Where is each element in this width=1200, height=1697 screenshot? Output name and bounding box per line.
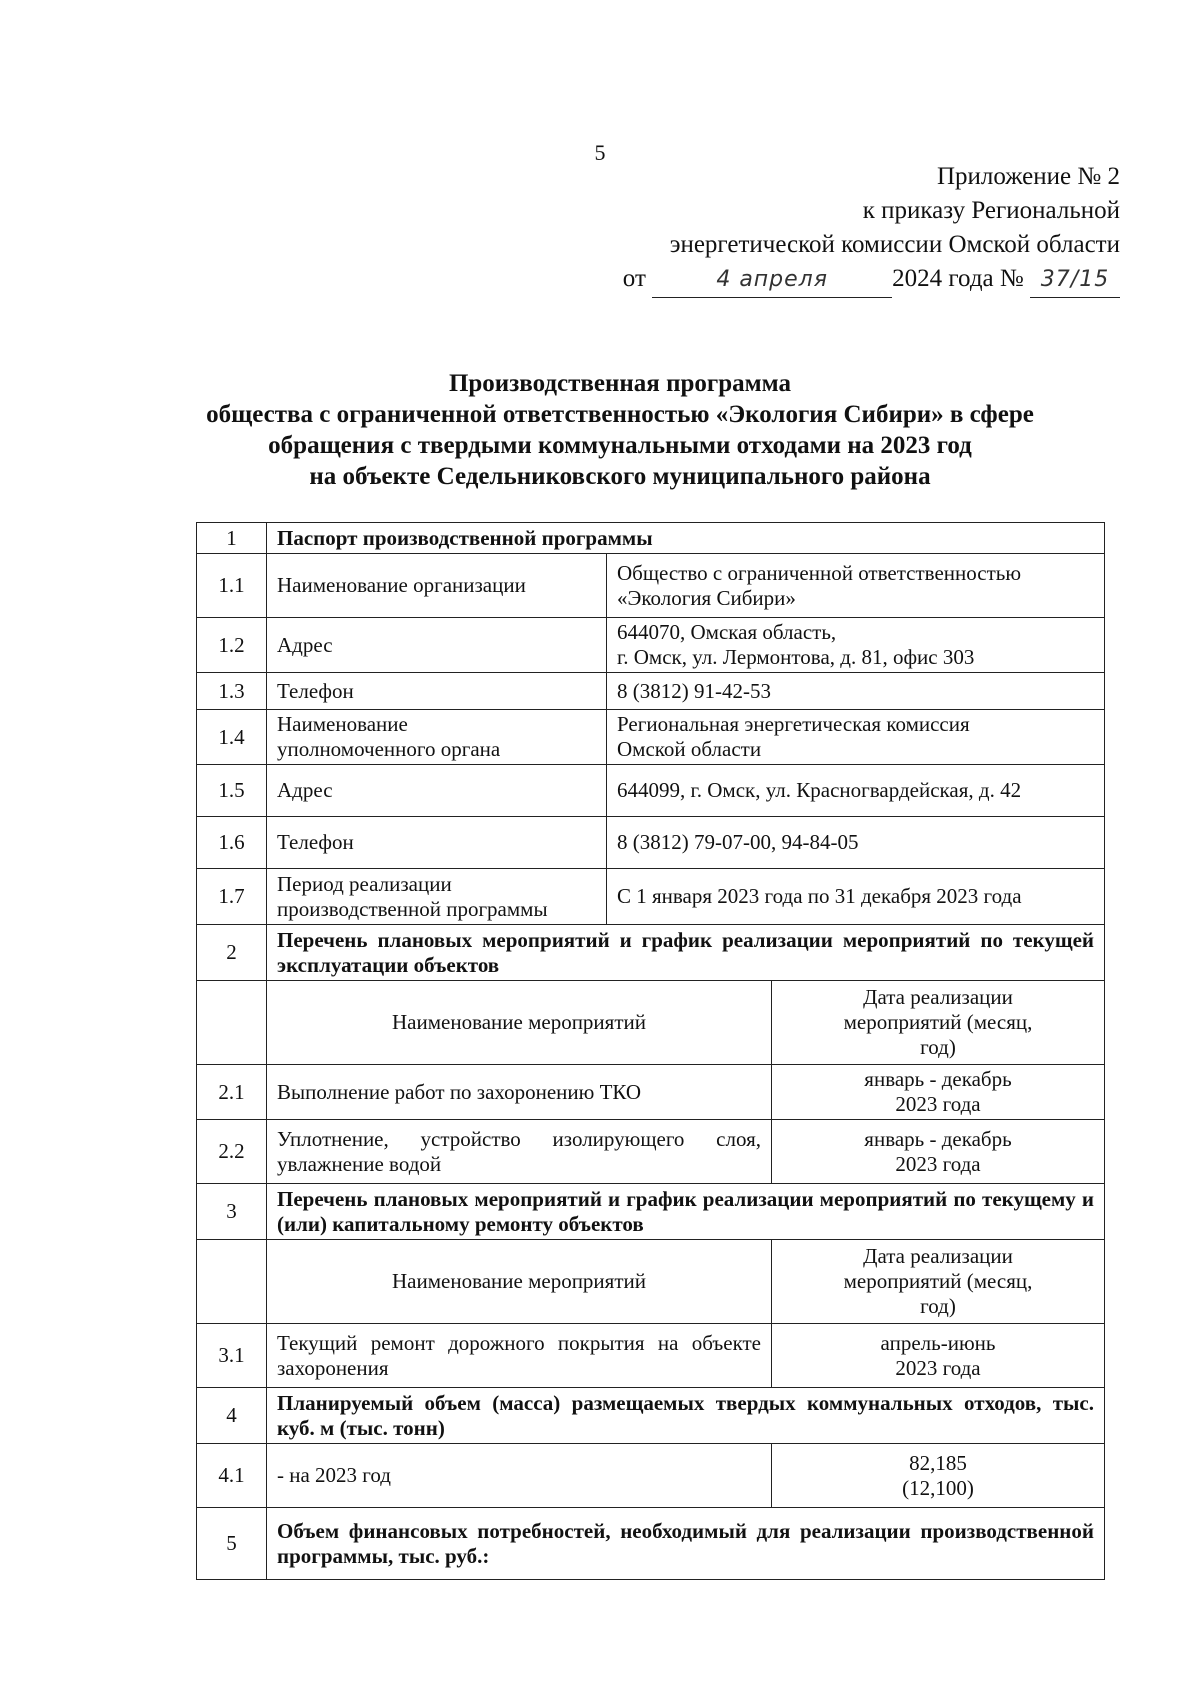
section-title: Паспорт производственной программы — [267, 523, 1105, 554]
value-line: 82,185 — [909, 1450, 967, 1475]
row-value: 8 (3812) 79-07-00, 94-84-05 — [607, 817, 1105, 869]
value-line: Региональная энергетическая комиссия — [617, 712, 970, 736]
row-label: Наименование организации — [267, 554, 607, 618]
appendix-line-1: Приложение № 2 — [936, 163, 1120, 190]
table-row — [197, 765, 1105, 817]
row-number: 1 — [197, 523, 267, 554]
label-line: Период реализации — [277, 871, 452, 896]
column-header-date — [772, 981, 1105, 1065]
page-number: 5 — [594, 140, 606, 165]
handwritten-order-number: 37/15 — [1030, 263, 1120, 298]
appendix-date-line — [623, 262, 1120, 298]
activity-date — [772, 1324, 1105, 1388]
column-header-row — [197, 981, 1105, 1065]
row-number: 1.4 — [197, 710, 267, 765]
title-line-1: Производственная программа — [448, 370, 792, 397]
row-number: 4 — [197, 1388, 267, 1444]
table-row — [197, 1324, 1105, 1388]
value-line: (12,100) — [902, 1475, 974, 1500]
row-number: 5 — [197, 1508, 267, 1580]
appendix-block — [623, 160, 1120, 298]
section-title: Перечень плановых мероприятий и график реализации мероприятий по текущей эксплуатации объектов — [267, 925, 1105, 981]
appendix-line-2: к приказу Региональной — [862, 197, 1120, 224]
title-line-2: общества с ограниченной ответственностью «Экология Сибири» в сфере — [206, 401, 1034, 428]
table-row — [197, 1065, 1105, 1120]
row-label: Телефон — [267, 673, 607, 710]
table-row — [197, 673, 1105, 710]
table-row — [197, 869, 1105, 925]
activity-date — [772, 1065, 1105, 1120]
date-line: 2023 года — [895, 1355, 981, 1380]
date-line: 2023 года — [895, 1092, 981, 1116]
column-header-row — [197, 1240, 1105, 1324]
row-number: 2.1 — [197, 1065, 267, 1120]
activity-name: Выполнение работ по захоронению ТКО — [267, 1065, 772, 1120]
column-header-date — [772, 1240, 1105, 1324]
table-row — [197, 710, 1105, 765]
title-line-3: обращения с твердыми коммунальными отходами на 2023 год — [268, 432, 972, 459]
date-line: апрель-июнь — [880, 1330, 996, 1355]
row-value — [607, 618, 1105, 673]
header-line: год) — [920, 1035, 956, 1059]
section-2-row — [197, 925, 1105, 981]
row-number: 2 — [197, 925, 267, 981]
row-value: 644099, г. Омск, ул. Красногвардейская, д. 42 — [607, 765, 1105, 817]
table-row — [197, 1444, 1105, 1508]
column-header-name: Наименование мероприятий — [267, 981, 772, 1065]
volume-label: - на 2023 год — [267, 1444, 772, 1508]
column-header-name: Наименование мероприятий — [267, 1240, 772, 1324]
year-text: 2024 года № — [892, 265, 1024, 292]
date-prefix: от — [622, 265, 646, 292]
label-line: производственной программы — [277, 896, 548, 921]
table-row — [197, 817, 1105, 869]
appendix-line-3: энергетической комиссии Омской области — [669, 231, 1120, 258]
section-title: Планируемый объем (масса) размещаемых твердых коммунальных отходов, тыс. куб. м (тыс. тонн) — [267, 1388, 1105, 1444]
value-line: Омской области — [617, 737, 762, 761]
value-line: 644070, Омская область, — [617, 620, 837, 644]
row-number: 1.7 — [197, 869, 267, 925]
row-number: 1.5 — [197, 765, 267, 817]
row-value: С 1 января 2023 года по 31 декабря 2023 года — [607, 869, 1105, 925]
row-label: Адрес — [267, 618, 607, 673]
section-title: Перечень плановых мероприятий и график реализации мероприятий по текущему и (или) капитальному ремонту объектов — [267, 1184, 1105, 1240]
row-label: Телефон — [267, 817, 607, 869]
empty-cell — [197, 1240, 267, 1324]
row-number: 1.6 — [197, 817, 267, 869]
header-line: мероприятий (месяц, — [843, 1269, 1033, 1293]
row-number: 4.1 — [197, 1444, 267, 1508]
row-number: 3 — [197, 1184, 267, 1240]
section-4-row — [197, 1388, 1105, 1444]
row-number: 2.2 — [197, 1120, 267, 1184]
row-label — [267, 710, 607, 765]
value-line: г. Омск, ул. Лермонтова, д. 81, офис 303 — [617, 645, 975, 669]
label-line: уполномоченного органа — [277, 737, 501, 761]
row-number: 1.1 — [197, 554, 267, 618]
row-label: Адрес — [267, 765, 607, 817]
empty-cell — [197, 981, 267, 1065]
row-number: 1.3 — [197, 673, 267, 710]
header-line: Дата реализации — [863, 1244, 1013, 1268]
table-row — [197, 1120, 1105, 1184]
section-5-row — [197, 1508, 1105, 1580]
row-value: 8 (3812) 91-42-53 — [607, 673, 1105, 710]
handwritten-date: 4 апреля — [652, 263, 892, 298]
value-line: «Экология Сибири» — [617, 585, 796, 610]
title-line-4: на объекте Седельниковского муниципального района — [309, 463, 931, 490]
date-line: январь - декабрь — [864, 1067, 1012, 1091]
row-number: 3.1 — [197, 1324, 267, 1388]
document-title — [140, 368, 1100, 492]
activity-name: Текущий ремонт дорожного покрытия на объекте захоронения — [267, 1324, 772, 1388]
table-row — [197, 618, 1105, 673]
header-line: мероприятий (месяц, — [843, 1010, 1033, 1034]
date-line: 2023 года — [895, 1151, 981, 1176]
header-line: Дата реализации — [863, 985, 1013, 1009]
activity-date — [772, 1120, 1105, 1184]
activity-name: Уплотнение, устройство изолирующего слоя, увлажнение водой — [267, 1120, 772, 1184]
row-number: 1.2 — [197, 618, 267, 673]
header-line: год) — [920, 1294, 956, 1318]
program-table — [196, 522, 1105, 1580]
row-value — [607, 710, 1105, 765]
section-title: Объем финансовых потребностей, необходимый для реализации производственной программы, тыс. руб.: — [267, 1508, 1105, 1580]
table-row — [197, 554, 1105, 618]
date-line: январь - декабрь — [864, 1126, 1012, 1151]
row-value — [607, 554, 1105, 618]
label-line: Наименование — [277, 712, 408, 736]
row-label — [267, 869, 607, 925]
section-3-row — [197, 1184, 1105, 1240]
value-line: Общество с ограниченной ответственностью — [617, 560, 1022, 585]
section-1-row — [197, 523, 1105, 554]
volume-value — [772, 1444, 1105, 1508]
